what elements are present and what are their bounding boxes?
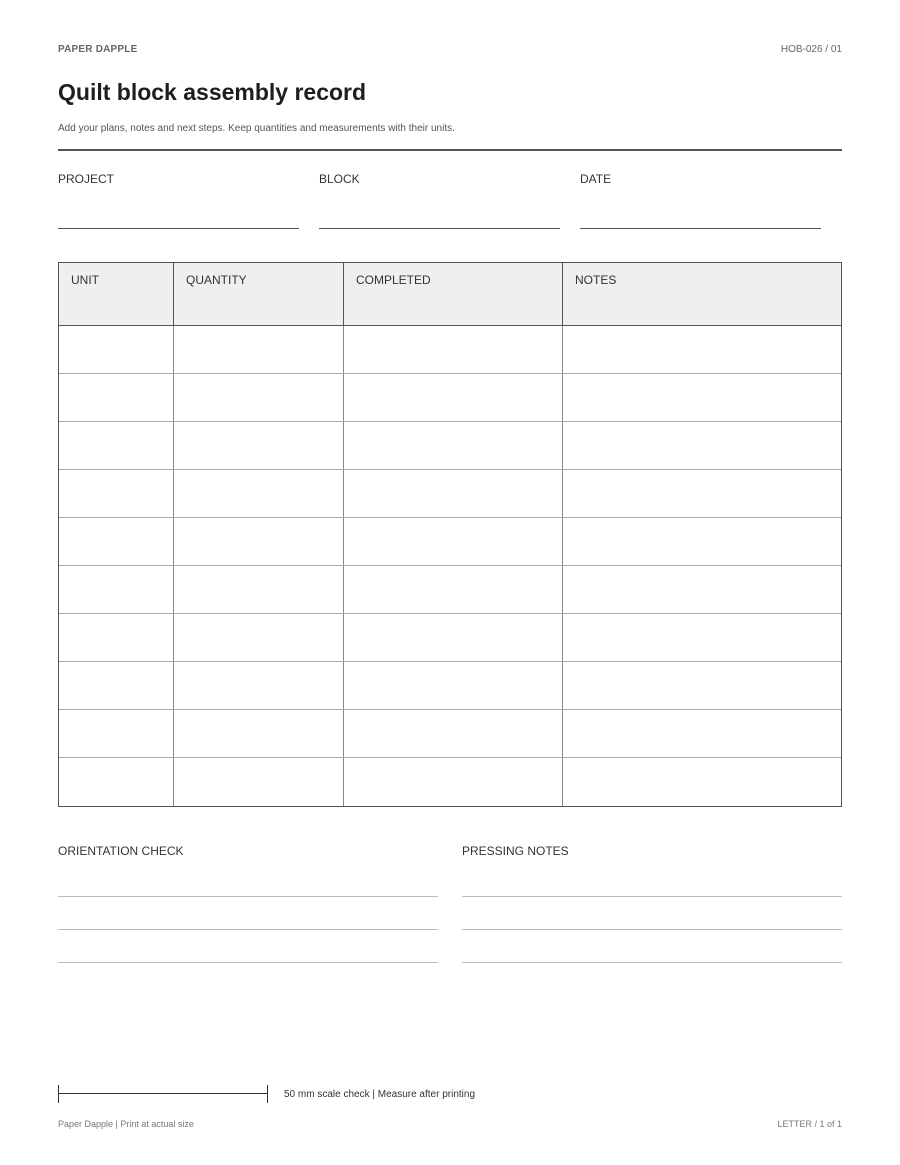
pressing-notes-section: [462, 844, 842, 858]
block-field[interactable]: [319, 172, 560, 186]
table-row: [59, 710, 841, 758]
completed-cell[interactable]: [344, 374, 563, 421]
notes-cell[interactable]: [563, 614, 841, 661]
completed-cell[interactable]: [344, 518, 563, 565]
date-write-line[interactable]: [580, 228, 821, 229]
unit-cell[interactable]: [59, 518, 174, 565]
brand-name: PAPER DAPPLE: [58, 44, 138, 55]
table-row: [59, 326, 841, 374]
orientation-write-line[interactable]: [58, 929, 438, 930]
notes-cell[interactable]: [563, 758, 841, 806]
project-write-line[interactable]: [58, 228, 299, 229]
assembly-table: [58, 262, 842, 807]
quantity-cell[interactable]: [174, 422, 344, 469]
notes-cell[interactable]: [563, 326, 841, 373]
column-header-unit: UNIT: [59, 263, 174, 325]
project-label: PROJECT: [58, 172, 115, 186]
quantity-cell[interactable]: [174, 710, 344, 757]
table-body: [59, 326, 841, 806]
block-write-line[interactable]: [319, 228, 560, 229]
table-row: [59, 566, 841, 614]
completed-cell[interactable]: [344, 662, 563, 709]
unit-cell[interactable]: [59, 614, 174, 661]
quantity-cell[interactable]: [174, 566, 344, 613]
table-row: [59, 518, 841, 566]
completed-cell[interactable]: [344, 758, 563, 806]
notes-cell[interactable]: [563, 518, 841, 565]
notes-cell[interactable]: [563, 662, 841, 709]
quantity-cell[interactable]: [174, 758, 344, 806]
quantity-cell[interactable]: [174, 614, 344, 661]
unit-cell[interactable]: [59, 374, 174, 421]
quantity-cell[interactable]: [174, 326, 344, 373]
orientation-check-section: [58, 844, 438, 858]
unit-cell[interactable]: [59, 566, 174, 613]
orientation-check-label: ORIENTATION CHECK: [58, 844, 184, 858]
unit-cell[interactable]: [59, 662, 174, 709]
footer-left: Paper Dapple | Print at actual size: [58, 1119, 194, 1129]
page-subtitle: Add your plans, notes and next steps. Keep quantities and measurements with their units.: [58, 123, 455, 134]
project-field[interactable]: [58, 172, 299, 186]
table-row: [59, 662, 841, 710]
unit-cell[interactable]: [59, 758, 174, 806]
pressing-write-line[interactable]: [462, 896, 842, 897]
table-header: [59, 263, 841, 326]
unit-cell[interactable]: [59, 422, 174, 469]
completed-cell[interactable]: [344, 710, 563, 757]
completed-cell[interactable]: [344, 326, 563, 373]
completed-cell[interactable]: [344, 422, 563, 469]
unit-cell[interactable]: [59, 710, 174, 757]
quantity-cell[interactable]: [174, 374, 344, 421]
table-row: [59, 470, 841, 518]
table-row: [59, 374, 841, 422]
completed-cell[interactable]: [344, 614, 563, 661]
unit-cell[interactable]: [59, 470, 174, 517]
completed-cell[interactable]: [344, 470, 563, 517]
scale-bar: [58, 1084, 268, 1104]
pressing-notes-label: PRESSING NOTES: [462, 844, 569, 858]
table-row: [59, 422, 841, 470]
form-code: HOB-026 / 01: [780, 44, 842, 55]
orientation-write-line[interactable]: [58, 896, 438, 897]
quantity-cell[interactable]: [174, 662, 344, 709]
notes-cell[interactable]: [563, 374, 841, 421]
notes-cell[interactable]: [563, 710, 841, 757]
orientation-write-line[interactable]: [58, 962, 438, 963]
quantity-cell[interactable]: [174, 518, 344, 565]
pressing-write-line[interactable]: [462, 962, 842, 963]
header-divider: [58, 149, 842, 151]
scale-bar-left-tick: [58, 1085, 59, 1103]
notes-cell[interactable]: [563, 566, 841, 613]
page-title: Quilt block assembly record: [58, 79, 367, 105]
table-row: [59, 614, 841, 662]
scale-check-label: 50 mm scale check | Measure after printing: [284, 1089, 476, 1100]
notes-cell[interactable]: [563, 422, 841, 469]
column-header-quantity: QUANTITY: [174, 263, 344, 325]
table-row: [59, 758, 841, 806]
pressing-write-line[interactable]: [462, 929, 842, 930]
column-header-completed: COMPLETED: [344, 263, 563, 325]
quantity-cell[interactable]: [174, 470, 344, 517]
block-label: BLOCK: [319, 172, 360, 186]
date-field[interactable]: [580, 172, 821, 186]
completed-cell[interactable]: [344, 566, 563, 613]
footer-right: LETTER / 1 of 1: [777, 1119, 842, 1129]
scale-bar-line: [58, 1093, 268, 1094]
scale-bar-right-tick: [267, 1085, 268, 1103]
notes-cell[interactable]: [563, 470, 841, 517]
date-label: DATE: [580, 172, 612, 186]
unit-cell[interactable]: [59, 326, 174, 373]
column-header-notes: NOTES: [575, 273, 617, 287]
